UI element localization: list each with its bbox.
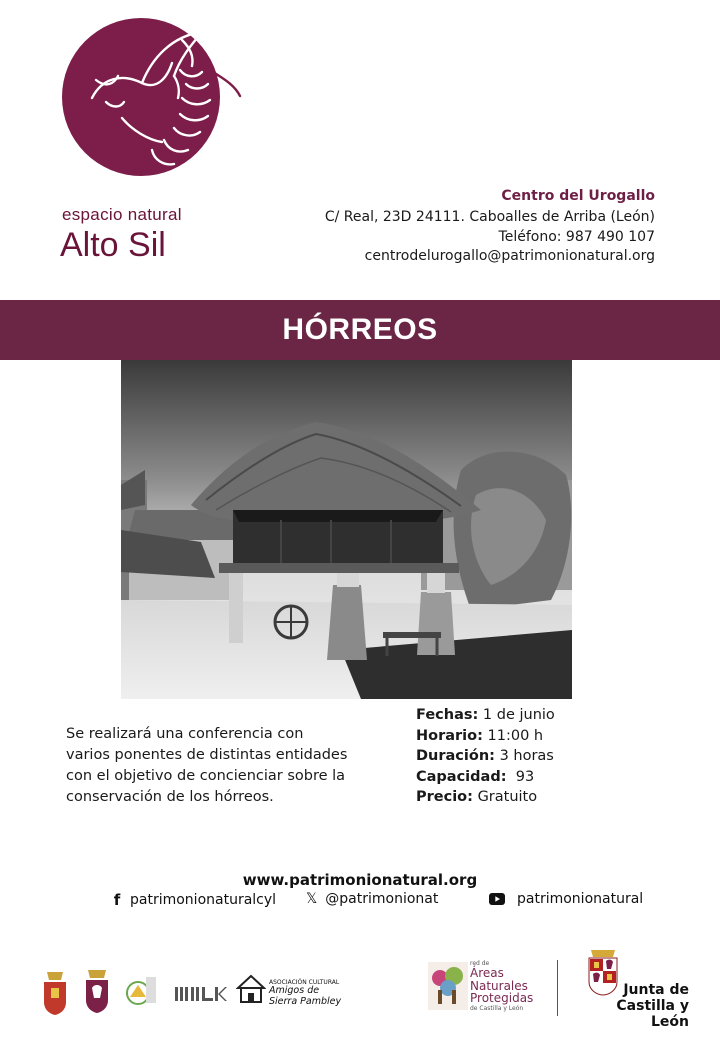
youtube-handle: patrimonionatural bbox=[517, 891, 644, 907]
lion-shield-icon bbox=[84, 968, 110, 1014]
detail-capacidad bbox=[416, 767, 555, 788]
website-link[interactable]: www.patrimonionatural.org bbox=[242, 871, 478, 889]
youtube-icon bbox=[489, 893, 505, 905]
amigos-name-text: Amigos de Sierra Pambley bbox=[269, 985, 342, 1007]
page-title: HÓRREOS bbox=[282, 313, 438, 346]
capacidad-value: 93 bbox=[515, 768, 535, 785]
duracion-label: Duración: bbox=[416, 748, 495, 764]
red-areas-protegidas-icon bbox=[428, 962, 468, 1010]
x-link[interactable] bbox=[306, 891, 438, 907]
sierra-pambley-house-icon bbox=[236, 972, 266, 1006]
detail-duracion bbox=[416, 746, 555, 767]
red-areas-protegidas-logo bbox=[470, 960, 542, 1013]
facebook-handle: patrimonionaturalcyl bbox=[130, 892, 277, 908]
fechas-value: 1 de junio bbox=[482, 707, 555, 723]
municipal-logo-icon bbox=[122, 975, 158, 1007]
footer-divider bbox=[557, 960, 558, 1016]
detail-precio bbox=[416, 787, 555, 808]
contact-phone: Teléfono: 987 490 107 bbox=[498, 229, 655, 245]
horario-label: Horario: bbox=[416, 727, 483, 744]
museum-logo-icon bbox=[175, 986, 227, 1002]
precio-label: Precio: bbox=[416, 789, 473, 805]
contact-address: C/ Real, 23D 24111. Caboalles de Arriba (León) bbox=[324, 209, 655, 225]
event-description: Se realizará una conferencia con varios ponentes de distintas entidades con el objetivo de concienciar sobre la conservación de los hórreos. bbox=[66, 726, 348, 805]
junta-castilla-leon-text: Junta de Castilla y León bbox=[616, 982, 689, 1030]
horreo-photo bbox=[121, 360, 572, 699]
facebook-icon: f bbox=[113, 891, 121, 909]
x-icon: 𝕏 bbox=[306, 891, 318, 907]
horario-value: 11:00 h bbox=[487, 727, 544, 744]
red-name: Áreas Naturales Protegidas bbox=[470, 966, 534, 1005]
contact-name: Centro del Urogallo bbox=[501, 188, 655, 204]
urogallo-logo bbox=[62, 18, 242, 188]
fechas-label: Fechas: bbox=[416, 707, 479, 723]
detail-fechas bbox=[416, 705, 555, 726]
logo-name: Alto Sil bbox=[60, 226, 166, 264]
facebook-link[interactable] bbox=[112, 891, 276, 909]
event-details bbox=[416, 705, 555, 808]
duracion-value: 3 horas bbox=[499, 748, 554, 764]
capacidad-label: Capacidad: bbox=[416, 768, 507, 785]
amigos-small-text: ASOCIACIÓN CULTURAL bbox=[269, 979, 340, 986]
coat-of-arms-icon bbox=[42, 970, 68, 1016]
red-small-bottom: de Castilla y León bbox=[470, 1004, 524, 1012]
logo-subtitle: espacio natural bbox=[62, 205, 182, 224]
detail-horario bbox=[416, 726, 555, 747]
amigos-sierra-pambley-logo bbox=[269, 979, 347, 1007]
red-small-top: red de bbox=[470, 960, 490, 967]
precio-value: Gratuito bbox=[477, 789, 538, 805]
x-handle: @patrimonionat bbox=[325, 891, 439, 907]
youtube-link[interactable] bbox=[489, 891, 643, 907]
contact-email[interactable]: centrodelurogallo@patrimonionatural.org bbox=[364, 248, 655, 264]
